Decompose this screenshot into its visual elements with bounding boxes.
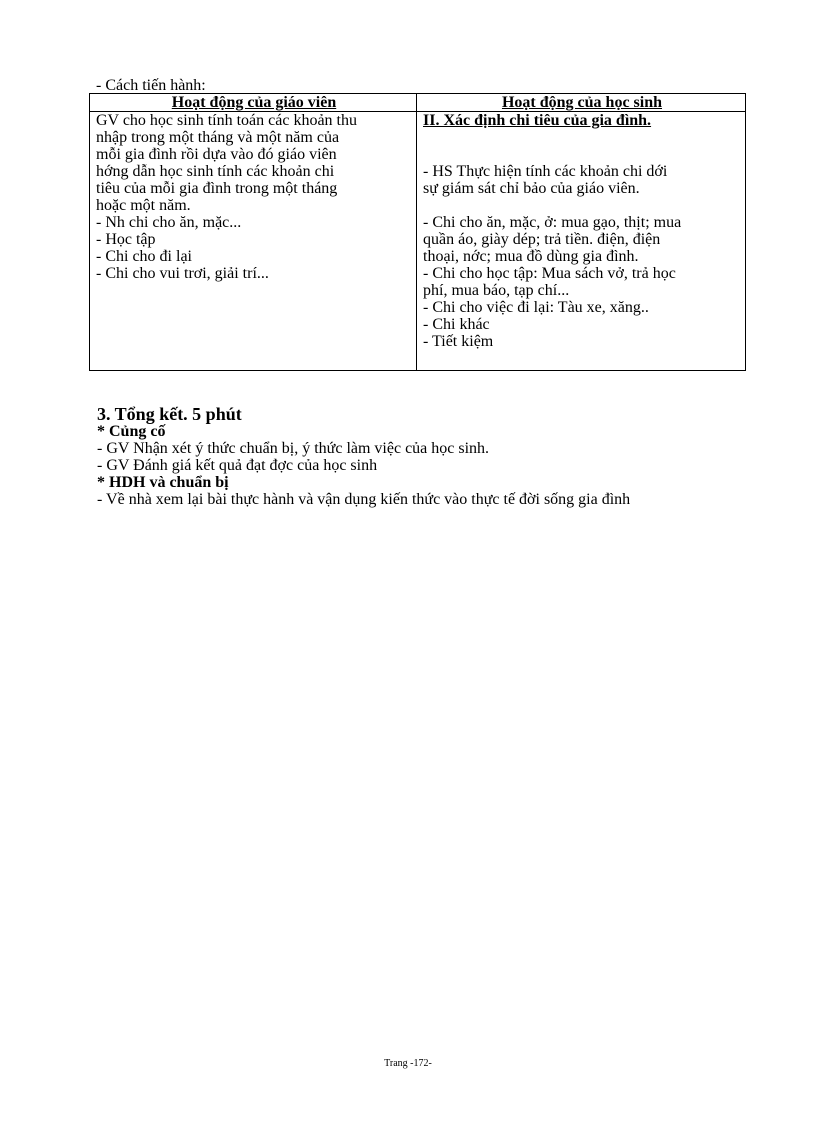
student-line: - Chi khác	[423, 316, 490, 333]
teacher-column-header: Hoạt động của giáo viên	[90, 94, 417, 112]
spacer	[423, 146, 741, 163]
consolidation-title: * Củng cố	[97, 423, 166, 440]
teacher-line: hớng dẫn học sinh tính các khoản chi	[96, 163, 335, 180]
table-header-row	[90, 94, 746, 112]
activity-table	[89, 93, 746, 371]
summary-section	[97, 406, 630, 508]
teacher-line: GV cho học sinh tính toán các khoản thu	[96, 112, 357, 129]
teacher-line: nhập trong một tháng và một năm của	[96, 129, 340, 146]
student-line: sự giám sát chỉ bảo của giáo viên.	[423, 180, 640, 197]
student-line: phí, mua báo, tạp chí...	[423, 282, 570, 299]
student-line: - HS Thực hiện tính các khoản chi dới	[423, 163, 668, 180]
teacher-line: hoặc một năm.	[96, 197, 191, 214]
student-line: - Chi cho ăn, mặc, ở: mua gạo, thịt; mua	[423, 214, 682, 231]
table-body-row	[90, 112, 746, 371]
summary-heading: 3. Tổng kết. 5 phút	[97, 404, 242, 424]
student-line: quần áo, giày dép; trả tiền. điện, điện	[423, 231, 661, 248]
page-number: Trang -172-	[384, 1058, 432, 1069]
procedure-intro: - Cách tiến hành:	[96, 77, 206, 94]
student-line: - Chi cho học tập: Mua sách vở, trả học	[423, 265, 676, 282]
teacher-line: - Nh chi cho ăn, mặc...	[96, 214, 242, 231]
teacher-line: - Học tập	[96, 231, 156, 248]
homework-line: - Về nhà xem lại bài thực hành và vận dụng kiến thức vào thực tế đời sống gia đình	[97, 491, 631, 508]
consolidation-line: - GV Đánh giá kết quả đạt đợc của học sinh	[97, 457, 378, 474]
teacher-line: tiêu của mỗi gia đình trong một tháng	[96, 180, 338, 197]
student-section-title: II. Xác định chi tiêu của gia đình.	[423, 112, 652, 129]
spacer	[423, 129, 741, 146]
teacher-line: - Chi cho vui trơi, giải trí...	[96, 265, 269, 282]
student-line: - Chi cho việc đi lại: Tàu xe, xăng..	[423, 299, 649, 316]
teacher-line: - Chi cho đi lại	[96, 248, 192, 265]
teacher-activities-cell	[90, 112, 417, 371]
teacher-line: mỗi gia đình rồi dựa vào đó giáo viên	[96, 146, 337, 163]
spacer	[423, 197, 741, 214]
homework-title: * HDH và chuẩn bị	[97, 474, 229, 491]
student-line: - Tiết kiệm	[423, 333, 494, 350]
student-activities-cell	[417, 112, 746, 371]
student-column-header: Hoạt động của học sinh	[417, 94, 746, 112]
student-line: thoại, nớc; mua đồ dùng gia đình.	[423, 248, 639, 265]
consolidation-line: - GV Nhận xét ý thức chuẩn bị, ý thức làm việc của học sinh.	[97, 440, 490, 457]
